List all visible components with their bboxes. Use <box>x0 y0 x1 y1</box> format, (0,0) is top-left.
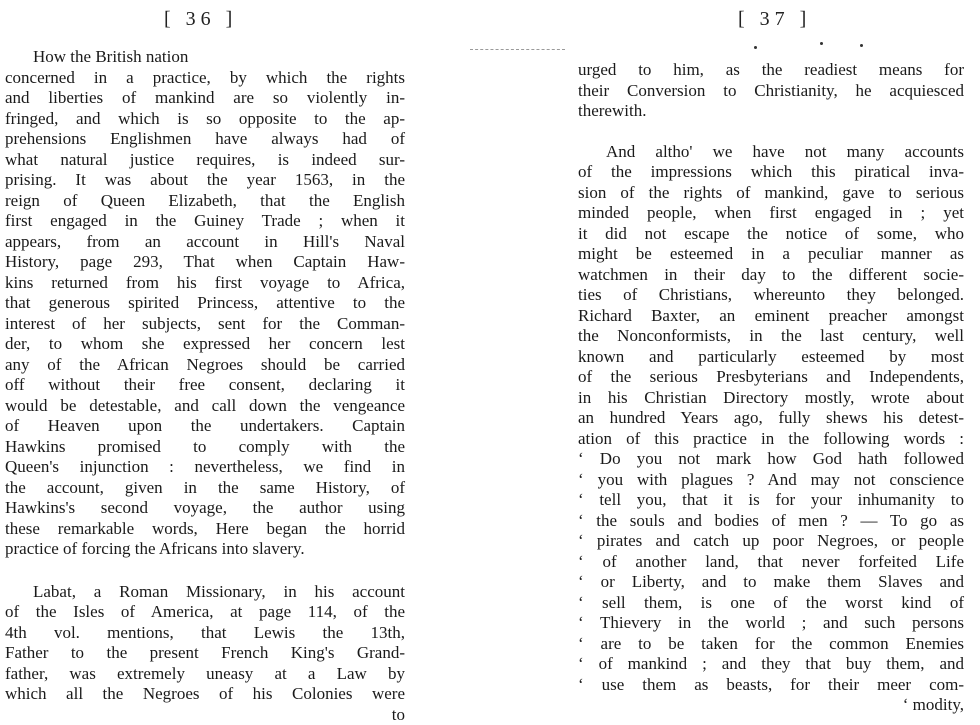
page-number-right: [ 37 ] <box>738 8 811 31</box>
ink-speck <box>754 46 757 49</box>
ink-speck <box>860 44 863 47</box>
text-line: these remarkable words, Here began the horrid <box>5 519 405 540</box>
text-line: would be detestable, and call down the vengeance <box>5 396 405 417</box>
text-line: Labat, a Roman Missionary, in his account <box>5 582 405 603</box>
text-line: urged to him, as the readiest means for <box>578 60 964 81</box>
quote-line: ‘ you with plagues ? And may not conscience <box>578 470 964 491</box>
text-line: History, page 293, That when Captain Haw- <box>5 252 405 273</box>
text-line: watchmen in their day to the different socie- <box>578 265 964 286</box>
quote-line: ‘ sell them, is one of the worst kind of <box>578 593 964 614</box>
text-line: of the Isles of America, at page 114, of the <box>5 602 405 623</box>
text-line: ation of this practice in the following words : <box>578 429 964 450</box>
text-line: an hundred Years ago, fully shews his detest- <box>578 408 964 429</box>
catchword: to <box>5 705 405 725</box>
text-line: what natural justice requires, is indeed sur- <box>5 150 405 171</box>
text-line: might be esteemed in a peculiar manner as <box>578 244 964 265</box>
text-line: And altho' we have not many accounts <box>578 142 964 163</box>
text-line: reign of Queen Elizabeth, that the English <box>5 191 405 212</box>
quote-line: ‘ Do you not mark how God hath followed <box>578 449 964 470</box>
text-line: 4th vol. mentions, that Lewis the 13th, <box>5 623 405 644</box>
text-line: of Heaven upon the undertakers. Captain <box>5 416 405 437</box>
quote-line: ‘ Thievery in the world ; and such persons <box>578 613 964 634</box>
left-text-column <box>5 47 405 725</box>
quote-line: ‘ tell you, that it is for your inhumanity to <box>578 490 964 511</box>
text-line: sion of the rights of mankind, gave to serious <box>578 183 964 204</box>
text-line: ties of Christians, whereunto they belonged. <box>578 285 964 306</box>
text-line: fringed, and which is so opposite to the ap- <box>5 109 405 130</box>
text-line: interest of her subjects, sent for the Comman- <box>5 314 405 335</box>
quote-line: ‘ or Liberty, and to make them Slaves and <box>578 572 964 593</box>
text-line: the account, given in the same History, of <box>5 478 405 499</box>
quote-line: ‘ of another land, that never forfeited Life <box>578 552 964 573</box>
quote-line: ‘ of mankind ; and they that buy them, and <box>578 654 964 675</box>
quote-line: ‘ use them as beasts, for their meer com- <box>578 675 964 696</box>
text-line: of the impressions which this piratical inva- <box>578 162 964 183</box>
text-line: which all the Negroes of his Colonies were <box>5 684 405 705</box>
text-line: known and particularly esteemed by most <box>578 347 964 368</box>
text-line: minded people, when first engaged in ; yet <box>578 203 964 224</box>
text-line: Hawkins's second voyage, the author using <box>5 498 405 519</box>
right-page <box>490 0 980 692</box>
paragraph-gap <box>5 560 405 582</box>
page-number-left: [ 36 ] <box>164 8 237 31</box>
left-page <box>0 0 490 692</box>
paragraph-gap <box>578 122 964 142</box>
text-line: prehensions Englishmen have always had of <box>5 129 405 150</box>
right-text-column <box>578 60 964 716</box>
text-line: any of the African Negroes should be carried <box>5 355 405 376</box>
text-line: prising. It was about the year 1563, in the <box>5 170 405 191</box>
text-line: practice of forcing the Africans into slavery. <box>5 539 405 560</box>
text-line: that generous spirited Princess, attentive to the <box>5 293 405 314</box>
text-line: Father to the present French King's Grand- <box>5 643 405 664</box>
text-line: der, to whom she expressed her concern lest <box>5 334 405 355</box>
text-line: How the British nation <box>5 47 405 68</box>
text-line: the Nonconformists, in the last century, well <box>578 326 964 347</box>
text-line: it did not escape the notice of some, who <box>578 224 964 245</box>
text-line: Richard Baxter, an eminent preacher amongst <box>578 306 964 327</box>
quote-line: ‘ the souls and bodies of men ? — To go as <box>578 511 964 532</box>
quote-line: ‘ pirates and catch up poor Negroes, or people <box>578 531 964 552</box>
text-line: of the serious Presbyterians and Independents, <box>578 367 964 388</box>
text-line: father, was extremely uneasy at a Law by <box>5 664 405 685</box>
text-line: Hawkins promised to comply with the <box>5 437 405 458</box>
text-line: in his Christian Directory mostly, wrote about <box>578 388 964 409</box>
text-line: concerned in a practice, by which the rights <box>5 68 405 89</box>
text-line: Queen's injunction : nevertheless, we find in <box>5 457 405 478</box>
catchword: ‘ modity, <box>578 695 964 716</box>
text-line: and liberties of mankind are so violently in- <box>5 88 405 109</box>
text-line: therewith. <box>578 101 964 122</box>
text-line: off without their free consent, declaring it <box>5 375 405 396</box>
text-line: first engaged in the Guiney Trade ; when it <box>5 211 405 232</box>
text-line: their Conversion to Christianity, he acquiesced <box>578 81 964 102</box>
text-line: appears, from an account in Hill's Naval <box>5 232 405 253</box>
quote-line: ‘ are to be taken for the common Enemies <box>578 634 964 655</box>
ink-speck <box>820 42 823 45</box>
text-line: kins returned from his first voyage to Africa, <box>5 273 405 294</box>
